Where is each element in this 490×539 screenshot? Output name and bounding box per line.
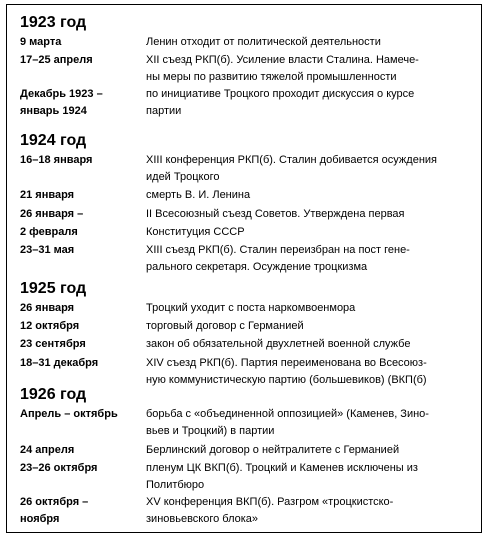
- event-date: ноября: [20, 513, 60, 525]
- event-text: партии: [146, 105, 182, 117]
- event-text: XIII съезд РКП(б). Сталин переизбран на пост гене-: [146, 244, 410, 256]
- event-text: рального секретаря. Осуждение троцкизма: [146, 261, 368, 273]
- event-date: Апрель – октябрь: [20, 408, 118, 420]
- event-text: торговый договор с Германией: [146, 320, 304, 332]
- event-text: II Всесоюзный съезд Советов. Утверждена первая: [146, 208, 405, 220]
- event-date: 2 февраля: [20, 226, 78, 238]
- event-text: XIV съезд РКП(б). Партия переименована во Всесоюз-: [146, 357, 427, 369]
- year-heading: 1923 год: [20, 14, 87, 31]
- event-text: Троцкий уходит с поста наркомвоенмора: [146, 302, 356, 314]
- event-date: 26 января –: [20, 208, 84, 220]
- event-text: Берлинский договор о нейтралитете с Германией: [146, 444, 400, 456]
- event-text: вьев и Троцкий) в партии: [146, 425, 275, 437]
- event-date: 21 января: [20, 189, 75, 201]
- event-date: январь 1924: [20, 105, 87, 117]
- year-heading: 1926 год: [20, 386, 87, 403]
- event-text: Конституция СССР: [146, 226, 245, 238]
- event-text: борьба с «объединенной оппозицией» (Каменев, Зино-: [146, 408, 429, 420]
- event-date: 23–31 мая: [20, 244, 75, 256]
- event-text: пленум ЦК ВКП(б). Троцкий и Каменев исключены из: [146, 462, 418, 474]
- event-text: Политбюро: [146, 479, 205, 491]
- event-date: 26 октября –: [20, 496, 89, 508]
- event-date: 12 октября: [20, 320, 80, 332]
- event-date: Декабрь 1923 –: [20, 88, 103, 100]
- event-text: зиновьевского блока»: [146, 513, 259, 525]
- event-text: смерть В. И. Ленина: [146, 189, 251, 201]
- event-text: ны меры по развитию тяжелой промышленности: [146, 71, 397, 83]
- event-date: 24 апреля: [20, 444, 75, 456]
- event-text: закон об обязательной двухлетней военной службе: [146, 338, 411, 350]
- event-date: 23–26 октября: [20, 462, 98, 474]
- event-text: Ленин отходит от политической деятельности: [146, 36, 381, 48]
- year-heading: 1925 год: [20, 280, 87, 297]
- event-text: по инициативе Троцкого проходит дискуссия о курсе: [146, 88, 415, 100]
- year-heading: 1924 год: [20, 132, 87, 149]
- event-text: XV конференция ВКП(б). Разгром «троцкистско-: [146, 496, 394, 508]
- event-text: XIII конференция РКП(б). Сталин добивается осуждения: [146, 154, 437, 166]
- event-date: 18–31 декабря: [20, 357, 99, 369]
- event-date: 16–18 января: [20, 154, 93, 166]
- event-text: идей Троцкого: [146, 171, 220, 183]
- event-text: XII съезд РКП(б). Усиление власти Сталина. Намече-: [146, 54, 419, 66]
- event-date: 26 января: [20, 302, 75, 314]
- event-text: ную коммунистическую партию (большевиков) (ВКП(б): [146, 374, 427, 386]
- event-date: 17–25 апреля: [20, 54, 93, 66]
- event-date: 9 марта: [20, 36, 62, 48]
- event-date: 23 сентября: [20, 338, 86, 350]
